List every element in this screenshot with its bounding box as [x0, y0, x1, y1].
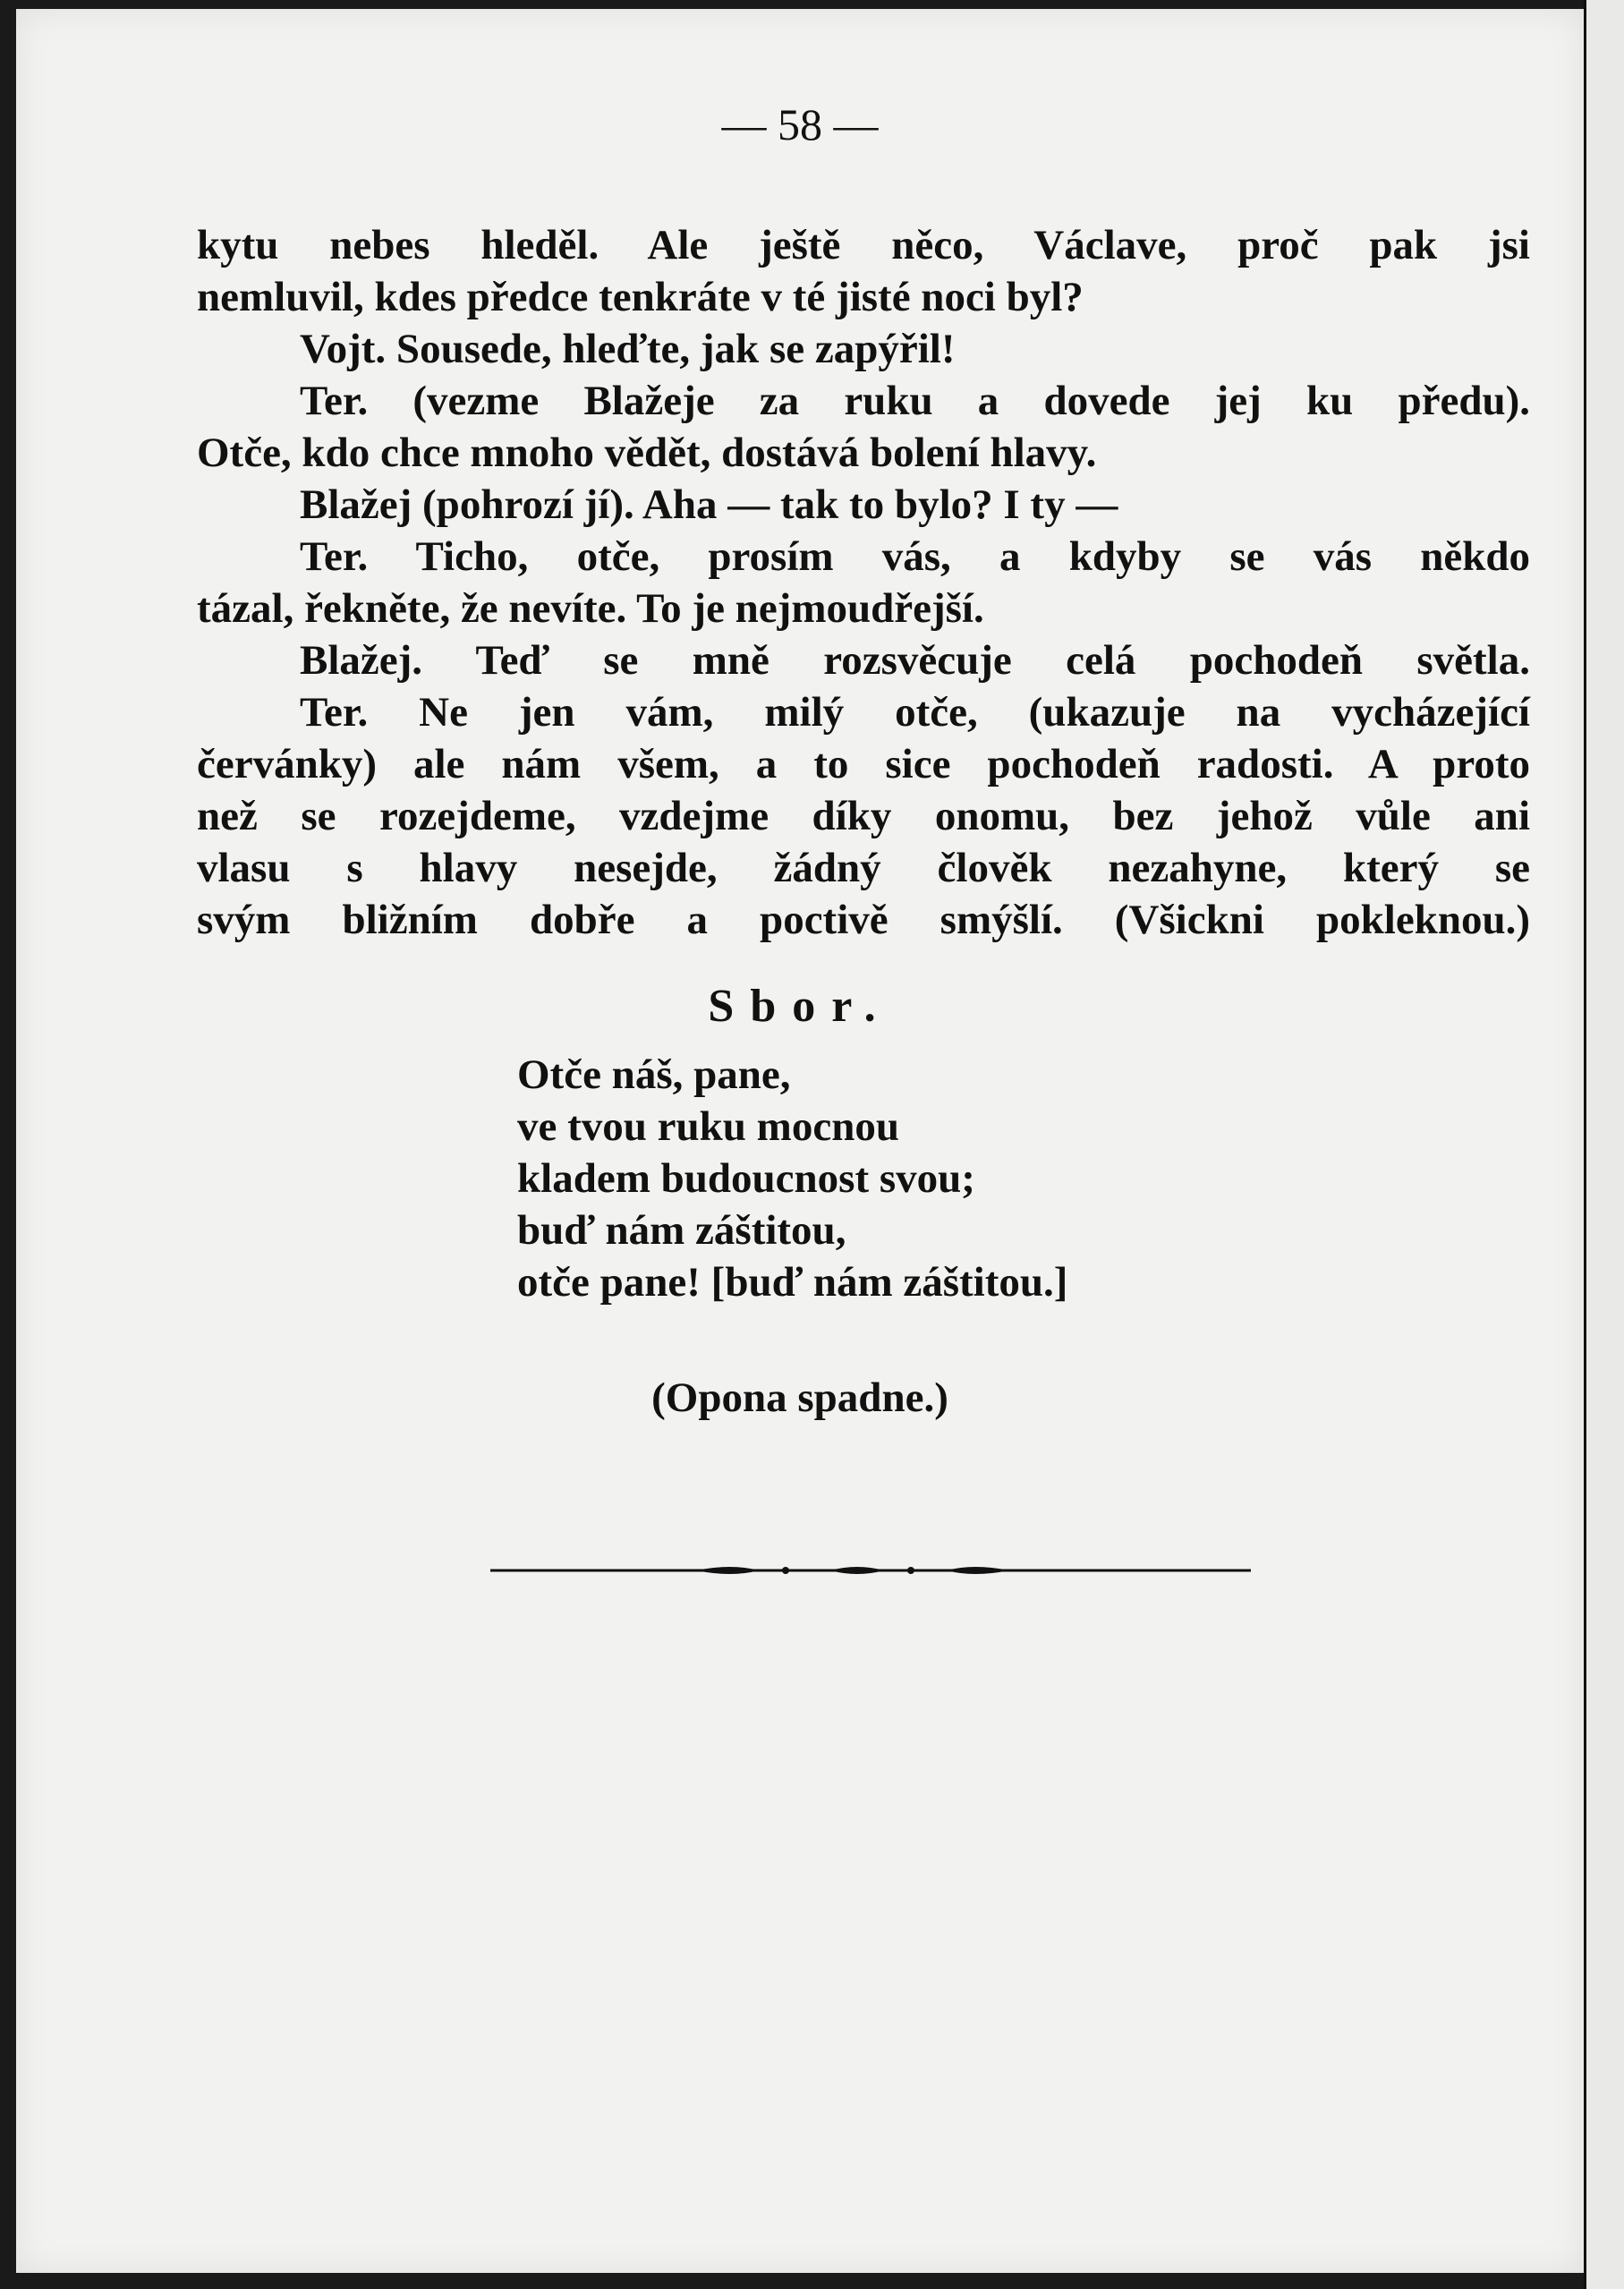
verse-line: otče pane! [buď nám záštitou.] — [517, 1259, 1068, 1306]
book-page — [16, 9, 1584, 2273]
text-line: Ter. Ne jen vám, milý otče, (ukazuje na vycházející — [300, 689, 1530, 736]
text-line: Vojt. Sousede, hleďte, jak se zapýřil! — [300, 326, 956, 372]
stage-direction: (Opona spadne.) — [651, 1374, 948, 1421]
page-number: — 58 — — [721, 99, 879, 149]
verse-line: kladem budoucnost svou; — [517, 1155, 975, 1202]
text-line: Blažej (pohrozí jí). Aha — tak to bylo? I ty — — [300, 481, 1118, 528]
chorus-verse — [517, 1049, 1067, 1308]
ornamental-divider — [490, 1557, 1251, 1584]
text-line: než se rozejdeme, vzdejme díky onomu, bez jehož vůle ani — [197, 793, 1530, 839]
text-line: Otče, kdo chce mnoho vědět, dostává bolení hlavy. — [197, 430, 1097, 476]
verse-line: buď nám záštitou, — [517, 1207, 846, 1254]
text-line: tázal, řekněte, že nevíte. To je nejmoudřejší. — [197, 585, 984, 632]
text-line: červánky) ale nám všem, a to sice pochodeň radosti. A proto — [197, 741, 1530, 787]
page-edge — [1584, 0, 1624, 2289]
dialogue-text — [197, 219, 1530, 946]
text-line: vlasu s hlavy nesejde, žádný člověk nezahyne, který se — [197, 845, 1530, 891]
chorus-heading: Sbor. — [708, 981, 892, 1032]
text-line: Ter. (vezme Blažeje za ruku a dovede jej ku předu). — [300, 378, 1530, 424]
text-line: svým bližním dobře a poctivě smýšlí. (Všickni pokleknou.) — [197, 897, 1530, 943]
verse-line: Otče náš, pane, — [517, 1051, 791, 1098]
verse-line: ve tvou ruku mocnou — [517, 1103, 899, 1150]
text-line: Ter. Ticho, otče, prosím vás, a kdyby se vás někdo — [300, 533, 1530, 580]
text-line: Blažej. Teď se mně rozsvěcuje celá pochodeň světla. — [300, 637, 1530, 684]
text-line: kytu nebes hleděl. Ale ještě něco, Václave, proč pak jsi — [197, 222, 1530, 268]
text-line: nemluvil, kdes předce tenkráte v té jisté noci byl? — [197, 274, 1084, 320]
